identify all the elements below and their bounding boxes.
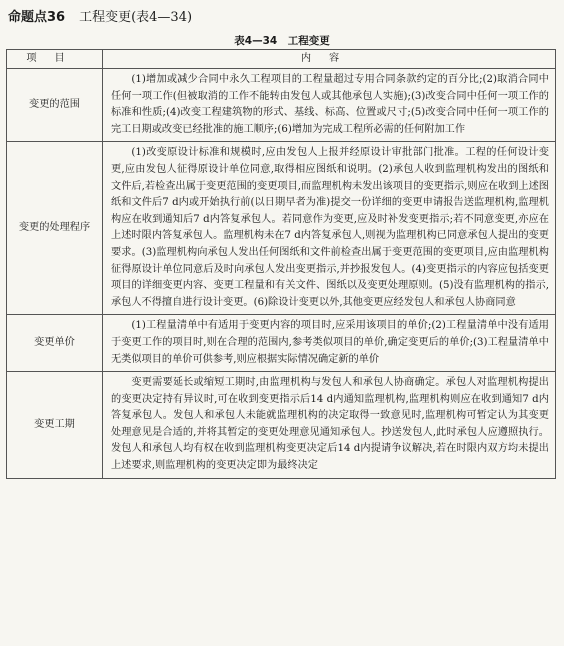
table-row [7, 372, 556, 479]
table-header-row [7, 50, 556, 69]
row-content: (1)增加或减少合同中永久工程项目的工程量超过专用合同条款约定的百分比;(2)取消合同中任何一项工作(但被取消的工作不能转由发包人或其他承包人实施);(3)改变合同中任何一项工作的标准和性质;(4)改变工程建筑物的形式、基线、标高、位置或尺寸;(5)改变合同中任何一项工作的完工日期或改变已经批准的施工顺序;(6)增加为完成工程所必需的任何附加工作 [103, 69, 556, 142]
row-item-label: 变更单价 [7, 315, 103, 372]
table-row [7, 69, 556, 142]
section-heading [6, 6, 558, 30]
header-content: 内容 [103, 50, 556, 69]
section-number: 命题点36 [8, 10, 66, 25]
table-caption: 表4—34 工程变更 [234, 35, 330, 47]
section-title: 工程变更(表4—34) [79, 10, 193, 25]
row-item-label: 变更工期 [7, 372, 103, 479]
row-content: (1)工程量清单中有适用于变更内容的项目时,应采用该项目的单价;(2)工程量清单中没有适用于变更工作的项目时,则在合理的范围内,参考类似项目的单价,确定变更后的单价;(3)工程量清单中无类似项目的单价可供参考,则应根据实际情况确定新的单价 [103, 315, 556, 372]
row-content: (1)改变原设计标准和规模时,应由发包人上报并经原设计审批部门批准。工程的任何设计变更,应由发包人征得原设计单位同意,取得相应图纸和说明。(2)承包人收到监理机构发出的图纸和文件后,若检查出属于变更范围的变更项目,而监理机构未发出该项目的变更指示,则应在收到上述图纸和文件后7 d内或开始执行前(以日期早者为准)提交一份详细的变更申请报告送监理机构,监理机构应在收到通知后7 d内答复承包人。若同意作为变更,应及时补发变更指示;若不同意变更,亦应在上述时限内答复承包人。监理机构未在7 d内答复承包人,则视为监理机构已同意承包人提出的变更要求。(3)监理机构向承包人发出任何图纸和文件前检查出属于变更范围的变更项目,应由监理机构征得原设计单位同意后及时向承包人发出变更指示,并抄报发包人。(4)变更指示的内容应包括变更项目的详细变更内容、变更工程量和有关文件、图纸以及变更处理原则。(5)没有监理机构的指示,承包人不得擅自进行设计变更。(6)除设计变更以外,其他变更应经发包人和承包人协商同意 [103, 142, 556, 315]
row-item-label: 变更的处理程序 [7, 142, 103, 315]
table-row [7, 142, 556, 315]
header-item: 项目 [7, 50, 103, 69]
row-content: 变更需要延长或缩短工期时,由监理机构与发包人和承包人协商确定。承包人对监理机构提出的变更决定持有异议时,可在收到变更指示后14 d内通知监理机构,监理机构则应在收到通知7 d内答复承包人。发包人和承包人未能就监理机构的决定取得一致意见时,监理机构可暂定认为其变更处理意见是合适的,并将其暂定的变更处理意见通知承包人。抄送发包人,此时承包人应遵照执行。发包人和承包人均有权在收到监理机构变更决定后14 d内提请争议解决,若在时限内双方均未提出上述要求,则监理机构的变更决定即为最终决定 [103, 372, 556, 479]
table-row [7, 315, 556, 372]
row-item-label: 变更的范围 [7, 69, 103, 142]
engineering-change-table [6, 49, 556, 479]
